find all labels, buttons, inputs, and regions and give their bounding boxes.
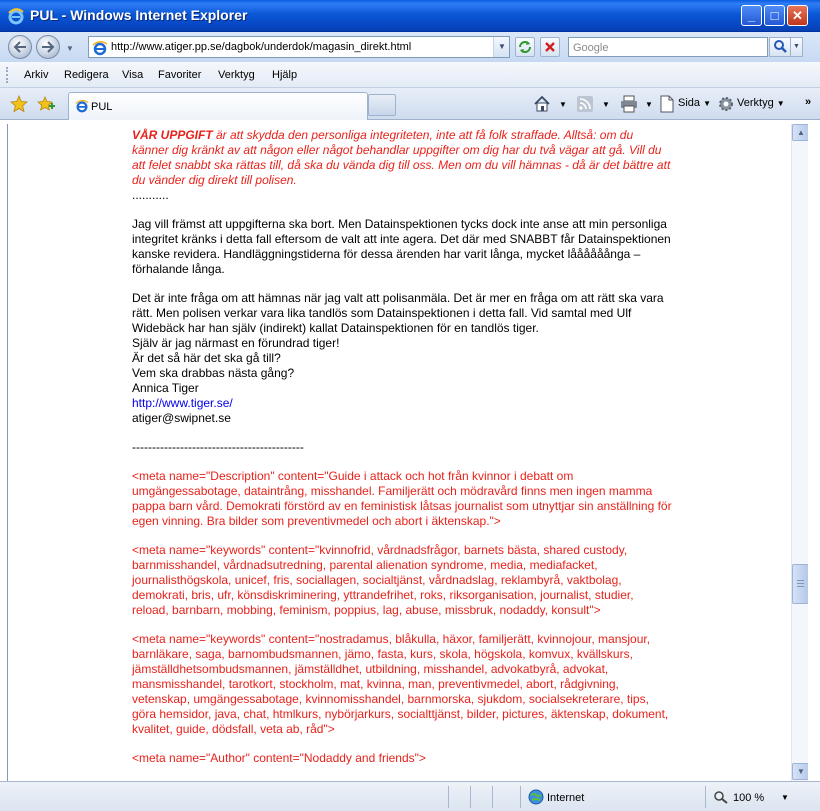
menu-favoriter[interactable]: Favoriter [158,69,202,81]
page-menu-button[interactable] [678,97,711,109]
page-menu-label: Sida [678,97,701,109]
signature-name: Annica Tiger [132,381,199,395]
search-options-button[interactable] [791,37,803,57]
mission-paragraph [132,128,672,188]
chevron-up-icon: ▲ [797,128,805,137]
tab-ie-icon [75,99,89,113]
close-button[interactable] [787,5,808,26]
close-icon: ✕ [792,8,803,23]
scroll-down-button[interactable] [792,763,809,780]
scroll-thumb[interactable] [792,564,809,604]
stop-icon [541,38,559,56]
vertical-scrollbar[interactable] [791,124,808,781]
chevron-down-icon: ▼ [498,42,506,51]
zoom-dropdown-icon[interactable]: ▼ [781,793,789,802]
zoom-icon[interactable] [713,790,729,804]
menu-redigera[interactable]: Redigera [64,69,109,81]
search-placeholder: Google [573,42,609,54]
home-icon[interactable] [533,95,551,113]
add-favorites-icon[interactable] [37,95,55,113]
favorites-star-icon[interactable] [10,95,28,113]
url-text: http://www.atiger.pp.se/dagbok/underdok/magasin_direkt.html [111,41,412,53]
dash-separator: ------------------------------------------- [132,440,304,454]
gear-icon [717,95,735,113]
search-input[interactable] [568,37,768,57]
menu-arkiv[interactable]: Arkiv [24,69,49,81]
chevron-down-icon: ▼ [793,43,800,50]
window-title: PUL - Windows Internet Explorer [30,7,248,23]
tab-pul[interactable] [68,92,368,120]
toolbar-overflow-icon[interactable]: » [805,96,812,108]
feeds-icon[interactable] [576,95,594,113]
document-body [132,128,672,766]
window-edge [808,124,820,781]
forward-arrow-icon [41,41,55,53]
minimize-icon: _ [747,8,756,23]
menu-verktyg[interactable]: Verktyg [218,69,255,81]
line-2: Är det så här det ska gå till? [132,351,281,365]
tab-bar [0,88,820,120]
tools-menu-label: Verktyg [737,97,774,109]
email-text: atiger@swipnet.se [132,411,231,425]
meta-keywords-text-2: <meta name="keywords" content="nostradamus, blåkulla, häxor, familjerätt, kvinnojour, mansjour, barnläkare, saga, barnombudsmannen, jämo, fasta, kurs, skola, högskola, komvux, kvällskurs, jämställdhetsombudsmannen, jämställdhet, utbildning, misshandel, advokatbyrå, advokat, mansmisshandel, tarotkort, stockholm, mat, kvinna, man, preventivmedel, abort, rådgivning, vetenskap, umgängessabotage, kvinnomisshandel, barnmorska, sjukdom, socialsekreterare, tips, göra hemsidor, java, chat, htmlkurs, nybörjarkurs, socialttjänst, bilder, pictures, äktenskap, dokument, kvalitet, guide, dödsfall, veta ab, råd"> [132,632,669,736]
search-button[interactable] [769,37,791,57]
meta-description-text: <meta name="Description" content="Guide i attack och hot från kvinnor i debatt om umgängessabotage, dataintrång, misshandel. Familjerätt och mödravård finns men ingen mamma pappa barn vård. Demokrati förstörd av en feministisk låtsas journalist som utnyttjar sin anställning för egen vinning. Bra bilder som preventivmedel och abort i äktenskap."> [132,469,672,528]
toolbar-grip[interactable] [6,67,9,83]
status-bar [0,781,820,811]
print-dropdown-icon[interactable]: ▼ [645,100,653,109]
back-arrow-icon [13,41,27,53]
tab-label: PUL [91,101,113,113]
new-tab-button[interactable] [368,94,396,116]
scroll-up-button[interactable] [792,124,809,141]
tools-menu-button[interactable] [737,97,785,109]
homepage-link[interactable]: http://www.tiger.se/ [132,396,233,410]
internet-explorer-icon [7,7,25,25]
paragraph-2: Det är inte fråga om att hämnas när jag valt att polisanmäla. Det är mer en fråga om att rätt ska vara rätt. Men polisen verkar vara lika tandlös som Datainspektionen i detta fall. Vid samtal med Ulf Widebäck har han själv (indirekt) kallat Datainspektionen för en tandlös tiger. [132,291,664,335]
stop-button[interactable] [540,37,560,57]
home-dropdown-icon[interactable]: ▼ [559,100,567,109]
maximize-button[interactable] [764,5,785,26]
refresh-button[interactable] [515,37,535,57]
feeds-dropdown-icon[interactable]: ▼ [602,100,610,109]
chevron-down-icon: ▼ [703,99,712,108]
meta-keywords-text-1: <meta name="keywords" content="kvinnofrid, vårdnadsfrågor, barnets bästa, shared custody, barnmisshandel, vårdnadsutredning, parental alienation syndrome, media, mediafacket, journalisthögskola, unicef, fris, sociallagen, socialtjänst, vårdnadslag, reklambyrå, vaktbolag, demokrati, bris, ufr, könsdiskriminering, yttrandefrihet, roks, riksorganisation, journalist, studier, reload, barnbarn, mobbing, feminism, poppius, lag, abuse, missbruk, nodaddy, konsult"> [132,543,634,617]
search-icon [770,38,790,56]
menu-visa[interactable]: Visa [122,69,144,81]
page-ie-icon [92,40,108,56]
maximize-icon: □ [770,8,779,23]
forward-button[interactable] [36,35,60,59]
refresh-icon [516,38,534,56]
address-field[interactable] [88,36,510,58]
chevron-down-icon: ▼ [797,767,805,776]
address-toolbar [0,32,820,62]
title-bar[interactable] [0,0,820,32]
security-zone-label: Internet [547,792,585,804]
menu-bar [0,62,820,88]
globe-icon [528,789,544,805]
line-1: Själv är jag närmast en förundrad tiger! [132,336,340,350]
mission-lead: VÅR UPPGIFT [132,128,213,142]
history-dropdown-icon[interactable]: ▼ [66,44,74,53]
line-3: Vem ska drabbas nästa gång? [132,366,295,380]
meta-author-text: <meta name="Author" content="Nodaddy and friends"> [132,751,426,765]
menu-hjalp[interactable]: Hjälp [272,69,298,81]
page-content[interactable] [7,124,791,781]
mission-text: är att skydda den personliga integriteten, inte att få folk straffade. Alltså: om du känner dig kränkt av att någon eller något behandlar uppgifter om dig har du två vägar att gå. Vill du att felet snabbt ska rättas till, då ska du vända dig till oss. Men om du vill hämnas - då är det bättre att du vänder dig direkt till polisen. [132,128,671,187]
print-icon[interactable] [620,95,638,113]
minimize-button[interactable] [741,5,762,26]
dots-separator: ........... [132,188,169,202]
address-dropdown-button[interactable] [493,37,509,57]
chevron-down-icon: ▼ [776,99,785,108]
zoom-level[interactable]: 100 % [733,792,765,804]
paragraph-1: Jag vill främst att uppgifterna ska bort. Men Datainspektionen tycks dock inte anse att min personliga integritet kränks i detta fall eftersom de valt att inte agera. Det där med SNABBT får Datainspektionen kanske revidera. Handläggningstiderna för dessa ärenden har varit långa, mycket låååååånga – förhalande långa. [132,217,671,276]
back-button[interactable] [8,35,32,59]
page-icon [659,95,675,113]
